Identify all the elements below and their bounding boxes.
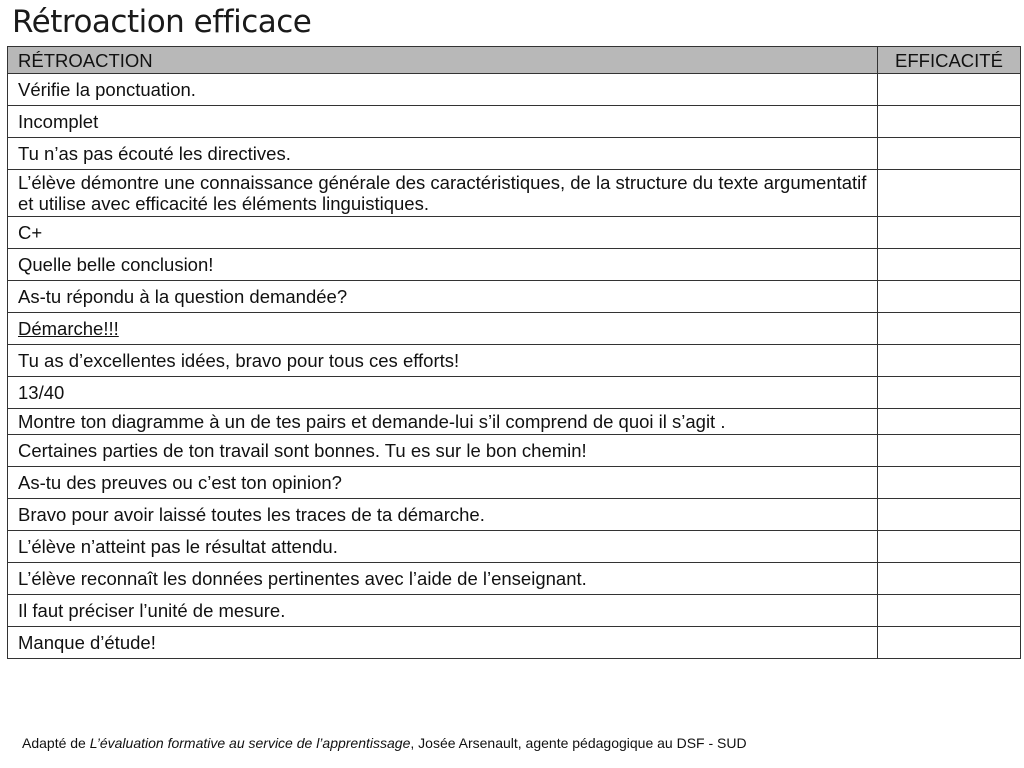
efficacite-cell[interactable] — [878, 74, 1021, 106]
table-row — [8, 345, 1021, 377]
column-header-retroaction: RÉTROACTION — [8, 47, 878, 74]
feedback-cell: As-tu répondu à la question demandée? — [8, 281, 878, 313]
table-row — [8, 313, 1021, 345]
source-prefix: Adapté de — [22, 735, 90, 751]
table-row — [8, 409, 1021, 435]
feedback-cell: 13/40 — [8, 377, 878, 409]
feedback-cell: Vérifie la ponctuation. — [8, 74, 878, 106]
efficacite-cell[interactable] — [878, 217, 1021, 249]
efficacite-cell[interactable] — [878, 595, 1021, 627]
feedback-cell: L’élève reconnaît les données pertinentes avec l’aide de l’enseignant. — [8, 563, 878, 595]
page-title: Rétroaction efficace — [12, 4, 312, 40]
feedback-cell: Démarche!!! — [8, 313, 878, 345]
feedback-cell: Il faut préciser l’unité de mesure. — [8, 595, 878, 627]
efficacite-cell[interactable] — [878, 377, 1021, 409]
table-row — [8, 377, 1021, 409]
source-suffix: , Josée Arsenault, agente pédagogique au DSF - SUD — [410, 735, 747, 751]
source-citation — [22, 735, 747, 751]
efficacite-cell[interactable] — [878, 499, 1021, 531]
feedback-cell: Bravo pour avoir laissé toutes les traces de ta démarche. — [8, 499, 878, 531]
feedback-cell: Montre ton diagramme à un de tes pairs et demande-lui s’il comprend de quoi il s’agit . — [8, 409, 878, 435]
efficacite-cell[interactable] — [878, 409, 1021, 435]
table-row — [8, 531, 1021, 563]
efficacite-cell[interactable] — [878, 313, 1021, 345]
feedback-cell: Quelle belle conclusion! — [8, 249, 878, 281]
table-row — [8, 74, 1021, 106]
efficacite-cell[interactable] — [878, 563, 1021, 595]
table-row — [8, 563, 1021, 595]
table-row — [8, 499, 1021, 531]
efficacite-cell[interactable] — [878, 170, 1021, 217]
feedback-cell: Tu n’as pas écouté les directives. — [8, 138, 878, 170]
efficacite-cell[interactable] — [878, 467, 1021, 499]
source-work-title: L’évaluation formative au service de l’apprentissage — [89, 735, 411, 751]
table-header-row — [8, 47, 1021, 74]
feedback-cell: Manque d’étude! — [8, 627, 878, 659]
feedback-cell: As-tu des preuves ou c’est ton opinion? — [8, 467, 878, 499]
table-row — [8, 217, 1021, 249]
table-row — [8, 627, 1021, 659]
table-row — [8, 170, 1021, 217]
table-row — [8, 106, 1021, 138]
feedback-table — [7, 46, 1021, 659]
efficacite-cell[interactable] — [878, 106, 1021, 138]
efficacite-cell[interactable] — [878, 435, 1021, 467]
efficacite-cell[interactable] — [878, 281, 1021, 313]
table-row — [8, 138, 1021, 170]
feedback-cell: Certaines parties de ton travail sont bonnes. Tu es sur le bon chemin! — [8, 435, 878, 467]
efficacite-cell[interactable] — [878, 345, 1021, 377]
table-row — [8, 249, 1021, 281]
efficacite-cell[interactable] — [878, 138, 1021, 170]
feedback-cell: L’élève n’atteint pas le résultat attendu. — [8, 531, 878, 563]
efficacite-cell[interactable] — [878, 531, 1021, 563]
column-header-efficacite: EFFICACITÉ — [878, 47, 1021, 74]
feedback-cell: Tu as d’excellentes idées, bravo pour tous ces efforts! — [8, 345, 878, 377]
table-row — [8, 467, 1021, 499]
feedback-cell: C+ — [8, 217, 878, 249]
feedback-cell: Incomplet — [8, 106, 878, 138]
feedback-cell: L’élève démontre une connaissance générale des caractéristiques, de la structure du texte argumentatif et utilise avec efficacité les éléments linguistiques. — [8, 170, 878, 217]
efficacite-cell[interactable] — [878, 249, 1021, 281]
efficacite-cell[interactable] — [878, 627, 1021, 659]
table-row — [8, 595, 1021, 627]
table-row — [8, 281, 1021, 313]
table-row — [8, 435, 1021, 467]
